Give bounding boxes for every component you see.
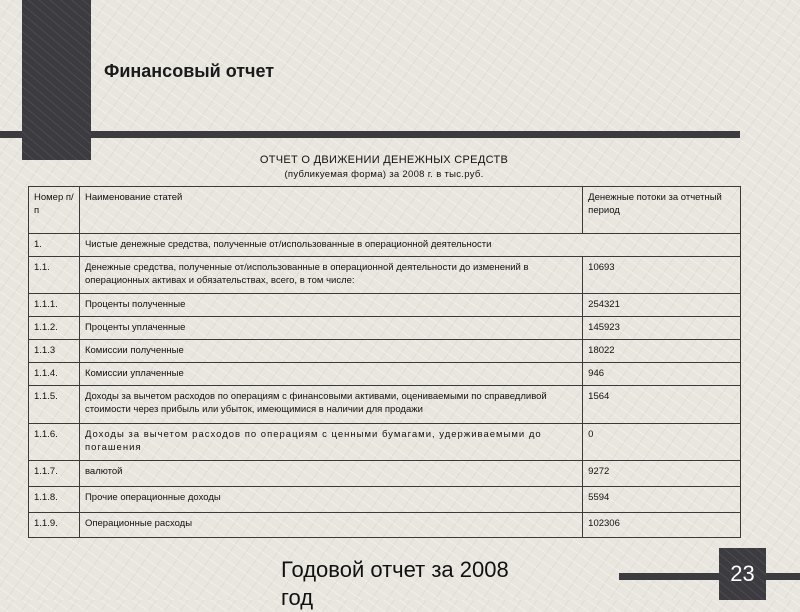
table-row <box>29 363 741 386</box>
table-row <box>29 340 741 363</box>
row-name: Комиссии уплаченные <box>79 363 582 386</box>
row-number: 1.1.8. <box>29 487 80 513</box>
row-value: 1564 <box>583 386 741 424</box>
row-name: Проценты полученные <box>79 294 582 317</box>
row-value: 5594 <box>583 487 741 513</box>
report-heading-block <box>28 154 740 180</box>
row-value: 145923 <box>583 317 741 340</box>
slide-footer: Годовой отчет за 2008 год <box>281 557 509 610</box>
column-header-number: Номер п/п <box>29 187 80 234</box>
table-row <box>29 257 741 294</box>
row-name: валютой <box>79 461 582 487</box>
row-number: 1.1.4. <box>29 363 80 386</box>
table-row <box>29 234 741 257</box>
divider-bar-right <box>91 131 740 138</box>
row-number: 1.1.7. <box>29 461 80 487</box>
table-row <box>29 461 741 487</box>
row-name: Проценты уплаченные <box>79 317 582 340</box>
row-name: Денежные средства, полученные от/использованные в операционной деятельности до изменений в операционных активах и обязательствах, всего, в том числе: <box>79 257 582 294</box>
table-row <box>29 487 741 513</box>
divider-bar-left <box>0 131 22 138</box>
table-row <box>29 424 741 461</box>
decorative-block-top <box>22 0 91 160</box>
row-value: 0 <box>583 424 741 461</box>
row-number: 1.1.1. <box>29 294 80 317</box>
row-number: 1.1.5. <box>29 386 80 424</box>
cash-flow-table <box>28 186 741 538</box>
divider-bar-bottom <box>619 573 800 580</box>
table-row <box>29 294 741 317</box>
row-value: 9272 <box>583 461 741 487</box>
row-value: 18022 <box>583 340 741 363</box>
table-row <box>29 386 741 424</box>
table-row <box>29 513 741 538</box>
report-heading: ОТЧЕТ О ДВИЖЕНИИ ДЕНЕЖНЫХ СРЕДСТВ <box>259 154 509 166</box>
report-subheading: (публикуемая форма) за 2008 г. в тыс.руб. <box>284 169 484 180</box>
slide-title: Финансовый отчет <box>104 61 275 81</box>
row-name: Прочие операционные доходы <box>79 487 582 513</box>
row-number: 1.1.9. <box>29 513 80 538</box>
row-number: 1.1.6. <box>29 424 80 461</box>
row-value: 102306 <box>583 513 741 538</box>
row-value: 254321 <box>583 294 741 317</box>
column-header-name: Наименование статей <box>79 187 582 234</box>
row-value: 10693 <box>583 257 741 294</box>
row-number: 1.1. <box>29 257 80 294</box>
row-name: Комиссии полученные <box>79 340 582 363</box>
row-number: 1. <box>29 234 80 257</box>
row-name: Доходы за вычетом расходов по операциям с ценными бумагами, удерживаемыми до погашения <box>79 424 582 461</box>
column-header-cash-flow: Денежные потоки за отчетный период <box>583 187 741 234</box>
row-number: 1.1.3 <box>29 340 80 363</box>
row-name: Доходы за вычетом расходов по операциям с финансовыми активами, оцениваемыми по справедливой стоимости через прибыль или убыток, имеющимися в наличии для продажи <box>79 386 582 424</box>
table-header-row <box>29 187 741 234</box>
row-number: 1.1.2. <box>29 317 80 340</box>
row-name: Операционные расходы <box>79 513 582 538</box>
table-row <box>29 317 741 340</box>
row-value: 946 <box>583 363 741 386</box>
page-number: 23 <box>730 561 755 586</box>
row-name: Чистые денежные средства, полученные от/использованные в операционной деятельности <box>79 234 740 257</box>
